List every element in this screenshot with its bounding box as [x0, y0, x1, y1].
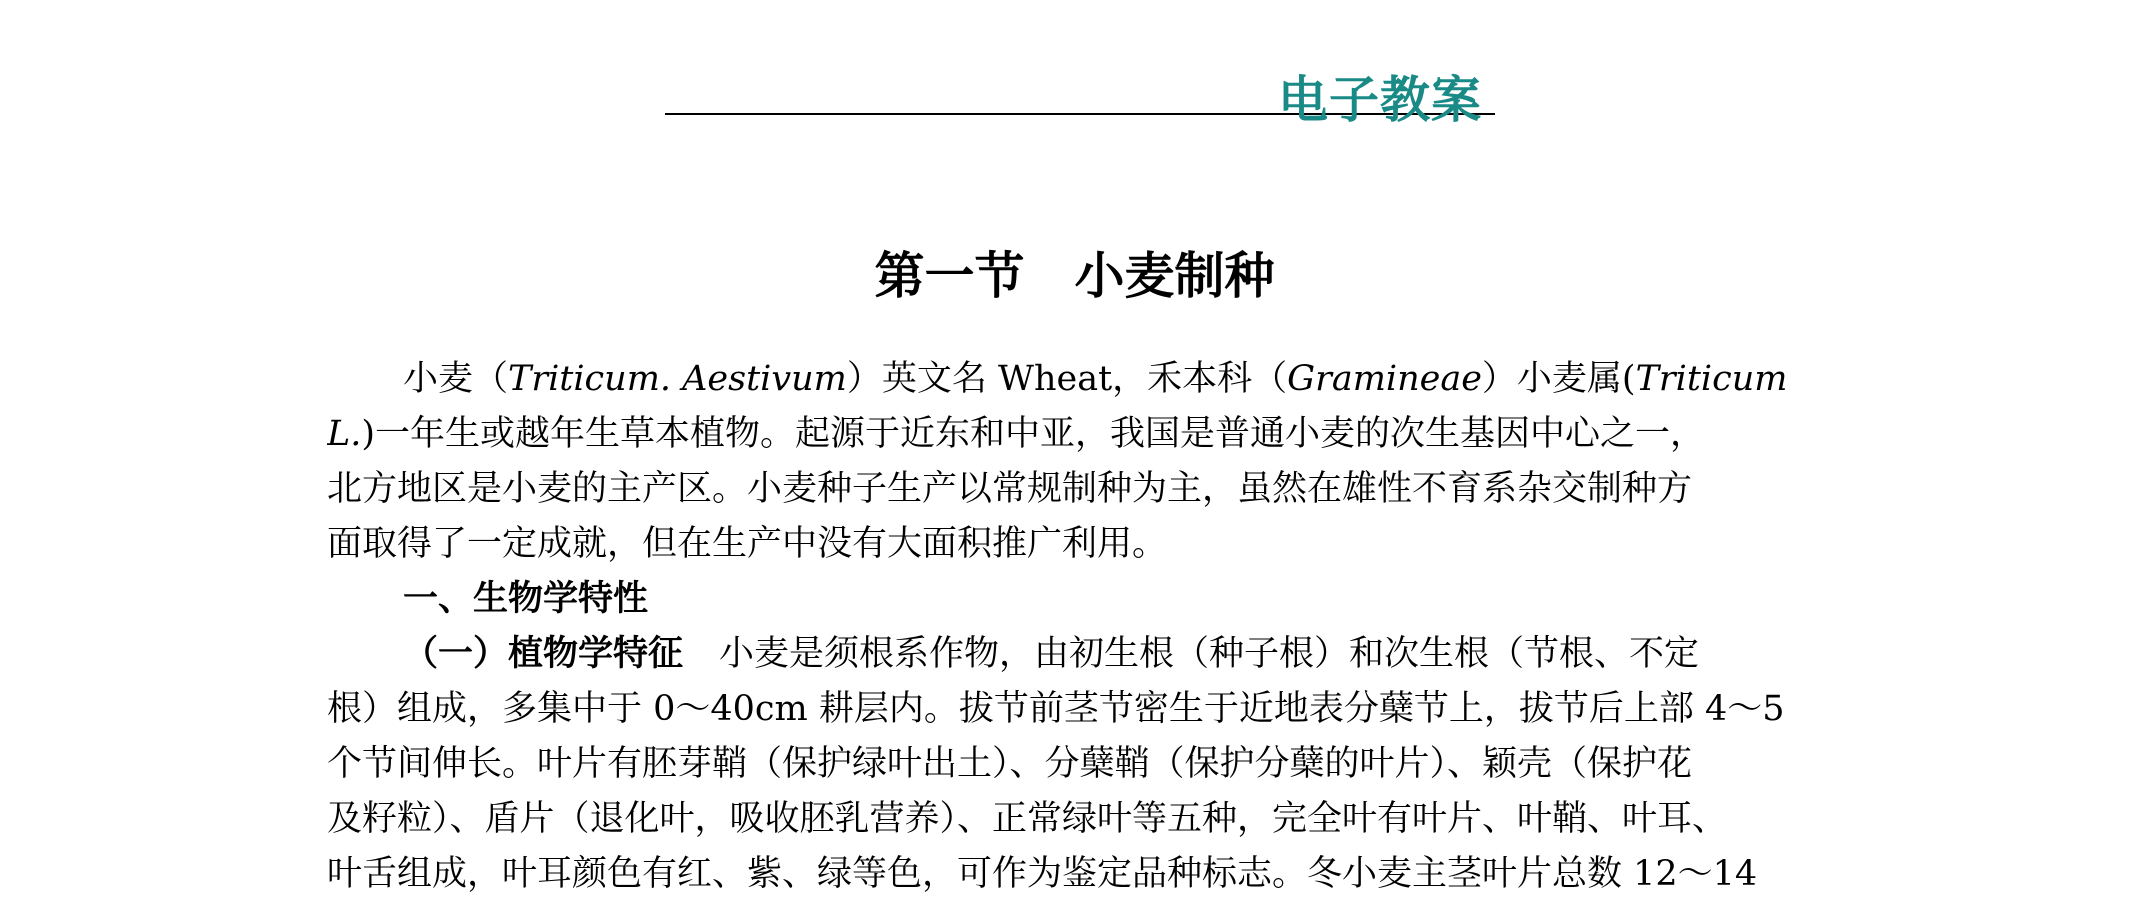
subheading-botanical-features: （一）植物学特征	[403, 634, 684, 674]
section-title: 第一节 小麦制种	[874, 247, 1275, 305]
paragraph-1-line-4: 面取得了一定成就，但在生产中没有大面积推广利用。	[327, 524, 1168, 564]
paragraph-1-line-3: 北方地区是小麦的主产区。小麦种子生产以常规制种为主，虽然在雄性不育系杂交制种方	[327, 469, 1693, 509]
latin-name-gramineae: Gramineae	[1287, 359, 1482, 399]
latin-name-triticum-aestivum: Triticum. Aestivum	[508, 359, 847, 399]
heading-biological-traits: 一、生物学特性	[403, 579, 649, 619]
subsection-1-line-5: 叶舌组成，叶耳颜色有红、紫、绿等色，可作为鉴定品种标志。冬小麦主茎叶片总数 12～14	[327, 854, 1758, 894]
text-run: 小麦（	[403, 359, 509, 399]
latin-abbrev-l: L.	[327, 414, 362, 454]
body-text	[327, 352, 1832, 902]
paragraph-1-line-2	[327, 407, 1832, 462]
text-run: ）英文名 Wheat，禾本科（	[846, 359, 1288, 399]
subsection-1-line-3: 个节间伸长。叶片有胚芽鞘（保护绿叶出土）、分蘖鞘（保护分蘖的叶片）、颖壳（保护花	[327, 744, 1693, 784]
text-run: 小麦是须根系作物，由初生根（种子根）和次生根（节根、不定	[719, 634, 1700, 674]
header-title: 电子教案	[1278, 71, 1482, 129]
subsection-1-line-1	[327, 627, 1832, 682]
latin-name-triticum: Triticum	[1635, 359, 1788, 399]
text-run: )一年生或越年生草本植物。起源于近东和中亚，我国是普通小麦的次生基因中心之一，	[361, 414, 1706, 454]
subsection-1-line-4: 及籽粒）、盾片（退化叶，吸收胚乳营养）、正常绿叶等五种，完全叶有叶片、叶鞘、叶耳、	[327, 799, 1728, 839]
paragraph-1-line-1	[327, 352, 1832, 407]
text-run: ）小麦属(	[1481, 359, 1636, 399]
subsection-1-line-2: 根）组成，多集中于 0～40cm 耕层内。拔节前茎节密生于近地表分蘖节上，拔节后上部 4～5	[327, 689, 1785, 729]
